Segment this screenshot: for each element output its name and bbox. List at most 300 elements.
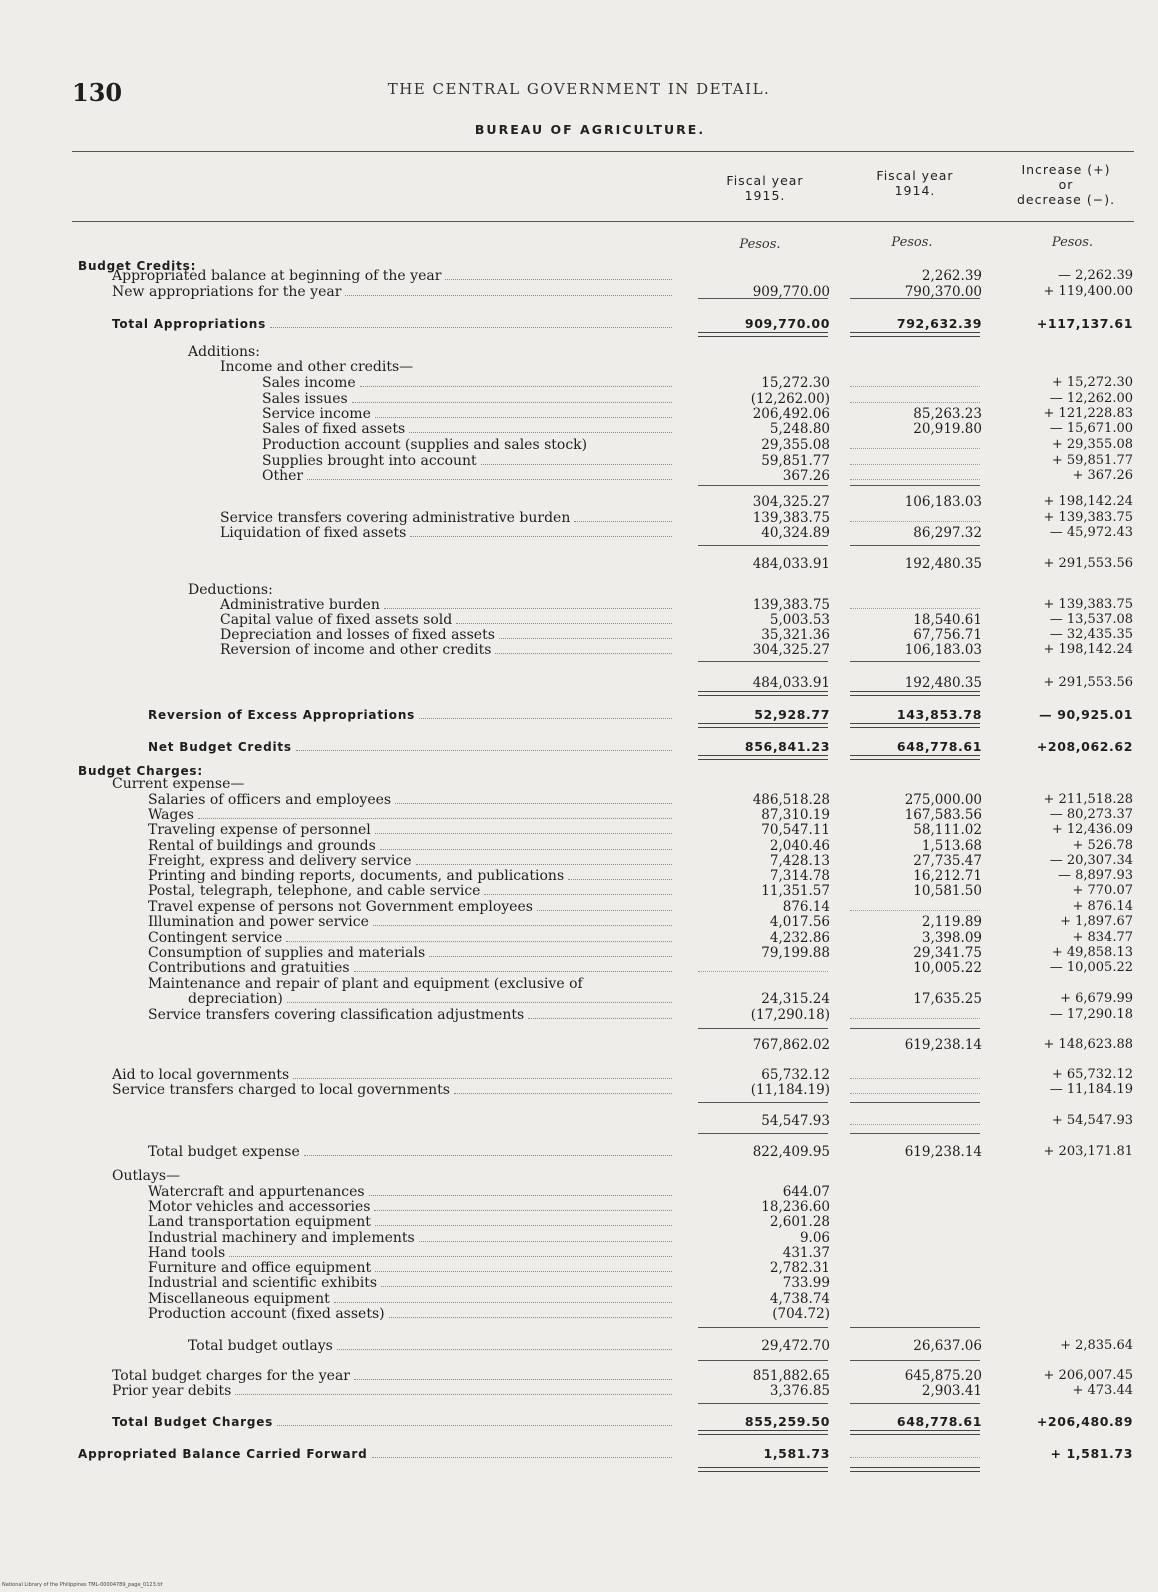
row-label: Total budget expense: [148, 1144, 300, 1160]
value-fy1915: (12,262.00): [750, 391, 830, 407]
row-label: Printing and binding reports, documents, and publications: [148, 868, 565, 884]
sum-rule: [850, 661, 980, 662]
total-double-rule: [850, 755, 980, 760]
value-fy1914: 619,238.14: [904, 1037, 982, 1053]
dot-leader: [360, 386, 672, 387]
value-fy1914: 2,903.41: [921, 1383, 982, 1399]
sum-rule: [850, 545, 980, 546]
value-fy1914: 86,297.32: [913, 525, 982, 541]
sum-rule: [698, 1102, 828, 1103]
value-fy1914: 27,735.47: [913, 853, 982, 869]
value-fy1914: 2,119.89: [921, 914, 982, 930]
table-row: [0, 525, 1158, 541]
dot-leader: [375, 1225, 672, 1226]
blank-dots-fy1914: [850, 1018, 980, 1019]
value-change: + 15,272.30: [1051, 375, 1133, 390]
dot-leader: [454, 1093, 672, 1094]
value-fy1914: 192,480.35: [904, 556, 982, 572]
value-fy1914: 17,635.25: [913, 991, 982, 1007]
dot-leader: [198, 818, 672, 819]
dot-leader: [409, 432, 672, 433]
blank-dots-fy1914: [850, 1078, 980, 1079]
dot-leader: [369, 1195, 672, 1196]
dot-leader: [229, 1256, 672, 1257]
sum-rule: [850, 485, 980, 486]
row-label: Industrial and scientific exhibits: [148, 1275, 378, 1291]
sum-rule: [698, 485, 828, 486]
value-fy1914: 619,238.14: [904, 1144, 982, 1160]
value-change: + 2,835.64: [1060, 1338, 1133, 1353]
value-fy1915: 3,376.85: [769, 1383, 830, 1399]
value-fy1915: 851,882.65: [752, 1368, 830, 1384]
table-row: [0, 494, 1158, 510]
value-fy1915: (11,184.19): [750, 1082, 830, 1098]
value-fy1915: 5,248.80: [769, 421, 830, 437]
value-change: + 834.77: [1072, 930, 1133, 945]
value-fy1915: 52,928.77: [754, 707, 830, 722]
row-label: Sales income: [262, 375, 356, 391]
total-double-rule: [698, 691, 828, 696]
dot-leader: [375, 417, 672, 418]
row-label: Freight, express and delivery service: [148, 853, 412, 869]
total-double-rule: [698, 332, 828, 337]
value-fy1915: 767,862.02: [752, 1037, 830, 1053]
table-row: [0, 1245, 1158, 1261]
table-row: [0, 1275, 1158, 1291]
total-double-rule: [698, 755, 828, 760]
dot-leader: [345, 295, 672, 296]
table-row: [0, 675, 1158, 691]
value-change: + 291,553.56: [1043, 556, 1133, 571]
value-fy1915: 15,272.30: [761, 375, 830, 391]
row-label: Total budget outlays: [188, 1338, 333, 1354]
table-row: [0, 707, 1158, 723]
table-row: [0, 868, 1158, 884]
value-fy1914: 790,370.00: [904, 284, 982, 300]
dot-leader: [574, 521, 672, 522]
blank-dots-fy1914: [850, 402, 980, 403]
dot-leader: [495, 653, 672, 654]
value-fy1914: 192,480.35: [904, 675, 982, 691]
value-fy1915: 431.37: [782, 1245, 830, 1261]
table-row: [0, 1007, 1158, 1023]
value-change: — 15,671.00: [1049, 421, 1133, 436]
value-fy1914: 143,853.78: [896, 707, 982, 722]
row-label: Capital value of fixed assets sold: [220, 612, 453, 628]
dot-leader: [375, 1271, 672, 1272]
sum-rule: [850, 1028, 980, 1029]
sum-rule: [850, 1133, 980, 1134]
sum-rule: [698, 1360, 828, 1361]
table-row: [0, 437, 1158, 453]
row-label: Supplies brought into account: [262, 453, 477, 469]
sum-rule: [698, 661, 828, 662]
row-label: Service transfers covering administrative burden: [220, 510, 571, 526]
value-fy1915: 4,232.86: [769, 930, 830, 946]
value-fy1915: 304,325.27: [752, 642, 830, 658]
value-fy1915: 876.14: [782, 899, 830, 915]
row-label: Other: [262, 468, 304, 484]
row-label: Additions:: [188, 344, 260, 360]
table-row: [0, 853, 1158, 869]
value-fy1915: 486,518.28: [752, 792, 830, 808]
table-row: [0, 1414, 1158, 1430]
value-fy1915: 54,547.93: [761, 1113, 830, 1129]
value-fy1914: 26,637.06: [913, 1338, 982, 1354]
table-row: [0, 391, 1158, 407]
table-row: [0, 1306, 1158, 1322]
table-row: [0, 1184, 1158, 1200]
total-double-rule: [698, 723, 828, 728]
sum-rule: [850, 1403, 980, 1404]
row-label: Budget Credits:: [78, 259, 197, 273]
value-change: + 367.26: [1072, 468, 1133, 483]
value-fy1915: 5,003.53: [769, 612, 830, 628]
value-fy1915: 139,383.75: [752, 510, 830, 526]
dot-leader: [372, 1457, 672, 1458]
dot-leader: [389, 1317, 672, 1318]
table-row: [0, 627, 1158, 643]
row-label: New appropriations for the year: [112, 284, 342, 300]
table-row: [0, 883, 1158, 899]
table-row: [0, 453, 1158, 469]
dot-leader: [416, 864, 672, 865]
value-change: — 17,290.18: [1049, 1007, 1133, 1022]
value-change: + 12,436.09: [1051, 822, 1133, 837]
total-double-rule: [850, 332, 980, 337]
value-change: + 526.78: [1072, 838, 1133, 853]
value-change: + 148,623.88: [1043, 1037, 1133, 1052]
row-label: Outlays—: [112, 1168, 181, 1184]
table-row: [0, 991, 1158, 1007]
value-change: +206,480.89: [1036, 1414, 1133, 1429]
row-label: Miscellaneous equipment: [148, 1291, 330, 1307]
row-label: Income and other credits—: [220, 359, 414, 375]
dot-leader: [381, 1286, 672, 1287]
value-fy1915: 206,492.06: [752, 406, 830, 422]
dot-leader: [528, 1018, 672, 1019]
value-change: + 1,581.73: [1050, 1446, 1133, 1461]
value-change: + 211,518.28: [1043, 792, 1133, 807]
sum-rule: [698, 545, 828, 546]
value-fy1914: 85,263.23: [913, 406, 982, 422]
row-label: Net Budget Credits: [148, 740, 292, 754]
value-change: — 2,262.39: [1057, 268, 1133, 283]
table-row: [0, 776, 1158, 792]
table-row: [0, 284, 1158, 300]
table-row: [0, 838, 1158, 854]
row-label: Traveling expense of personnel: [148, 822, 371, 838]
dot-leader: [373, 925, 672, 926]
value-fy1914: 20,919.80: [913, 421, 982, 437]
table-row: [0, 792, 1158, 808]
row-label: Postal, telegraph, telephone, and cable service: [148, 883, 481, 899]
table-row: [0, 976, 1158, 992]
dot-leader: [293, 1078, 672, 1079]
value-change: + 29,355.08: [1051, 437, 1133, 452]
dot-leader: [235, 1394, 672, 1395]
value-fy1915: 79,199.88: [761, 945, 830, 961]
dot-leader: [380, 849, 672, 850]
dot-leader: [375, 833, 672, 834]
table-row: [0, 1144, 1158, 1160]
value-fy1915: 139,383.75: [752, 597, 830, 613]
blank-dots-fy1915: [698, 971, 828, 972]
value-change: — 90,925.01: [1039, 707, 1133, 722]
table-row: [0, 914, 1158, 930]
value-fy1914: 67,756.71: [913, 627, 982, 643]
table-row: [0, 960, 1158, 976]
value-change: + 139,383.75: [1043, 597, 1133, 612]
dot-leader: [374, 1210, 672, 1211]
value-fy1915: 29,355.08: [761, 437, 830, 453]
row-label: Administrative burden: [220, 597, 380, 613]
table-row: [0, 1368, 1158, 1384]
value-change: + 198,142.24: [1043, 642, 1133, 657]
sum-rule: [698, 1403, 828, 1404]
dot-leader: [484, 894, 672, 895]
value-fy1915: 822,409.95: [752, 1144, 830, 1160]
value-fy1915: 733.99: [782, 1275, 830, 1291]
value-change: — 20,307.34: [1049, 853, 1133, 868]
page-number: 130: [72, 78, 123, 107]
table-row: [0, 597, 1158, 613]
value-change: — 80,273.37: [1049, 807, 1133, 822]
value-fy1915: 29,472.70: [761, 1338, 830, 1354]
value-fy1915: 35,321.36: [761, 627, 830, 643]
row-label: depreciation): [188, 991, 283, 1007]
value-change: + 473.44: [1072, 1383, 1133, 1398]
unit-fy1914: Pesos.: [891, 235, 933, 250]
row-label: Hand tools: [148, 1245, 226, 1261]
blank-dots-fy1914: [850, 479, 980, 480]
value-fy1915: 644.07: [782, 1184, 830, 1200]
value-fy1915: (17,290.18): [750, 1007, 830, 1023]
sum-rule: [698, 1327, 828, 1328]
table-row: [0, 1199, 1158, 1215]
row-label: Contingent service: [148, 930, 283, 946]
table-row: [0, 1291, 1158, 1307]
row-label: Total budget charges for the year: [112, 1368, 350, 1384]
dot-leader: [354, 1379, 672, 1380]
value-fy1915: 484,033.91: [752, 675, 830, 691]
table-row: [0, 899, 1158, 915]
value-fy1915: 70,547.11: [761, 822, 830, 838]
dot-leader: [384, 608, 672, 609]
value-change: +117,137.61: [1036, 316, 1133, 331]
value-fy1914: 167,583.56: [904, 807, 982, 823]
value-change: + 203,171.81: [1043, 1144, 1133, 1159]
value-fy1915: 9.06: [799, 1230, 830, 1246]
row-label: Service transfers covering classification adjustments: [148, 1007, 525, 1023]
row-label: Depreciation and losses of fixed assets: [220, 627, 495, 643]
table-row: [0, 930, 1158, 946]
value-change: + 876.14: [1072, 899, 1133, 914]
sum-rule: [850, 298, 980, 299]
value-change: +208,062.62: [1036, 739, 1133, 754]
value-fy1915: 304,325.27: [752, 494, 830, 510]
dot-leader: [499, 638, 672, 639]
value-fy1915: 4,738.74: [769, 1291, 830, 1307]
sum-rule: [850, 1360, 980, 1361]
table-row: [0, 1214, 1158, 1230]
row-label: Liquidation of fixed assets: [220, 525, 407, 541]
blank-dots-fy1914: [850, 1124, 980, 1125]
sum-rule: [698, 1133, 828, 1134]
table-row: [0, 468, 1158, 484]
dot-leader: [481, 464, 672, 465]
total-double-rule: [850, 691, 980, 696]
blank-dots-fy1914: [850, 386, 980, 387]
row-label: Sales issues: [262, 391, 348, 407]
value-fy1914: 648,778.61: [896, 739, 982, 754]
dot-leader: [568, 879, 672, 880]
header-top-rule: [72, 151, 1134, 152]
value-fy1915: 7,428.13: [769, 853, 830, 869]
table-row: [0, 1446, 1158, 1462]
value-fy1914: 10,581.50: [913, 883, 982, 899]
value-fy1914: 58,111.02: [913, 822, 982, 838]
value-fy1915: 18,236.60: [761, 1199, 830, 1215]
value-change: + 121,228.83: [1043, 406, 1133, 421]
row-label: Industrial machinery and implements: [148, 1230, 415, 1246]
row-label: Land transportation equipment: [148, 1214, 371, 1230]
total-double-rule: [850, 723, 980, 728]
table-row: [0, 739, 1158, 755]
dot-leader: [337, 1349, 672, 1350]
bureau-subtitle: BUREAU OF AGRICULTURE.: [474, 122, 706, 137]
table-row: [0, 268, 1158, 284]
value-fy1914: 3,398.09: [921, 930, 982, 946]
value-change: + 291,553.56: [1043, 675, 1133, 690]
value-fy1915: 40,324.89: [761, 525, 830, 541]
value-fy1914: 10,005.22: [913, 960, 982, 976]
row-label: Total Budget Charges: [112, 1415, 274, 1429]
value-fy1914: 275,000.00: [904, 792, 982, 808]
row-label: Deductions:: [188, 582, 273, 598]
dot-leader: [419, 1241, 672, 1242]
dot-leader: [352, 402, 672, 403]
value-change: + 49,858.13: [1051, 945, 1133, 960]
header-bottom-rule: [72, 221, 1134, 222]
blank-dots-fy1914: [850, 521, 980, 522]
table-row: [0, 945, 1158, 961]
value-fy1915: 2,040.46: [769, 838, 830, 854]
value-change: — 11,184.19: [1049, 1082, 1133, 1097]
value-fy1914: 648,778.61: [896, 1414, 982, 1429]
table-row: [0, 822, 1158, 838]
blank-dots-fy1914: [850, 448, 980, 449]
dot-leader: [307, 479, 672, 480]
row-label: Consumption of supplies and materials: [148, 945, 426, 961]
row-label: Watercraft and appurtenances: [148, 1184, 365, 1200]
dot-leader: [395, 803, 672, 804]
value-fy1915: 87,310.19: [761, 807, 830, 823]
value-fy1915: 59,851.77: [761, 453, 830, 469]
sum-rule: [850, 1327, 980, 1328]
total-double-rule: [850, 1430, 980, 1435]
dot-leader: [419, 718, 672, 719]
table-row: [0, 1338, 1158, 1354]
row-label: Contributions and gratuities: [148, 960, 350, 976]
dot-leader: [445, 279, 672, 280]
row-label: Budget Charges:: [78, 764, 203, 778]
row-label: Illumination and power service: [148, 914, 369, 930]
value-fy1914: 16,212.71: [913, 868, 982, 884]
dot-leader: [304, 1155, 672, 1156]
table-row: [0, 510, 1158, 526]
table-row: [0, 1067, 1158, 1083]
table-row: [0, 642, 1158, 658]
value-fy1915: (704.72): [772, 1306, 830, 1322]
running-head: THE CENTRAL GOVERNMENT IN DETAIL.: [387, 80, 771, 98]
sum-rule: [698, 1028, 828, 1029]
value-fy1915: 1,581.73: [763, 1446, 830, 1461]
value-fy1915: 909,770.00: [744, 316, 830, 331]
row-label: Reversion of Excess Appropriations: [148, 708, 416, 722]
row-label: Rental of buildings and grounds: [148, 838, 376, 854]
value-fy1915: 2,782.31: [769, 1260, 830, 1276]
row-label: Wages: [148, 807, 194, 823]
dot-leader: [410, 536, 672, 537]
row-label: Sales of fixed assets: [262, 421, 406, 437]
scan-footer: National Library of the Philippines TML-00004789_page_0123.tif: [2, 1582, 163, 1588]
row-label: Appropriated balance at beginning of the year: [112, 268, 442, 284]
table-row: [0, 316, 1158, 332]
sum-rule: [850, 1102, 980, 1103]
value-fy1914: 1,513.68: [921, 838, 982, 854]
value-change: — 10,005.22: [1049, 960, 1133, 975]
blank-dots-fy1914: [850, 1457, 980, 1458]
table-row: [0, 1260, 1158, 1276]
table-row: [0, 375, 1158, 391]
value-change: + 6,679.99: [1060, 991, 1133, 1006]
value-fy1914: 106,183.03: [904, 642, 982, 658]
table-row: [0, 344, 1158, 360]
value-change: + 206,007.45: [1043, 1368, 1133, 1383]
table-row: [0, 1383, 1158, 1399]
row-label: Production account (supplies and sales stock): [262, 437, 588, 453]
value-change: — 13,537.08: [1049, 612, 1133, 627]
table-row: [0, 359, 1158, 375]
row-label: Total Appropriations: [112, 317, 267, 331]
value-fy1915: 11,351.57: [761, 883, 830, 899]
value-change: + 119,400.00: [1043, 284, 1133, 299]
row-label: Prior year debits: [112, 1383, 232, 1399]
dot-leader: [287, 1002, 672, 1003]
row-label: Aid to local governments: [112, 1067, 290, 1083]
dot-leader: [456, 623, 672, 624]
value-fy1914: 792,632.39: [896, 316, 982, 331]
value-change: + 198,142.24: [1043, 494, 1133, 509]
value-fy1914: 645,875.20: [904, 1368, 982, 1384]
value-fy1915: 484,033.91: [752, 556, 830, 572]
table-row: [0, 1168, 1158, 1184]
row-label: Production account (fixed assets): [148, 1306, 385, 1322]
dot-leader: [354, 971, 672, 972]
value-change: + 770.07: [1072, 883, 1133, 898]
final-double-rule: [698, 1467, 828, 1472]
value-fy1915: 909,770.00: [752, 284, 830, 300]
row-label: Service transfers charged to local governments: [112, 1082, 450, 1098]
table-row: [0, 612, 1158, 628]
dot-leader: [270, 327, 672, 328]
value-fy1914: 18,540.61: [913, 612, 982, 628]
row-label: Maintenance and repair of plant and equipment (exclusive of: [148, 976, 583, 992]
table-row: [0, 807, 1158, 823]
value-change: — 12,262.00: [1049, 391, 1133, 406]
table-row: [0, 1230, 1158, 1246]
